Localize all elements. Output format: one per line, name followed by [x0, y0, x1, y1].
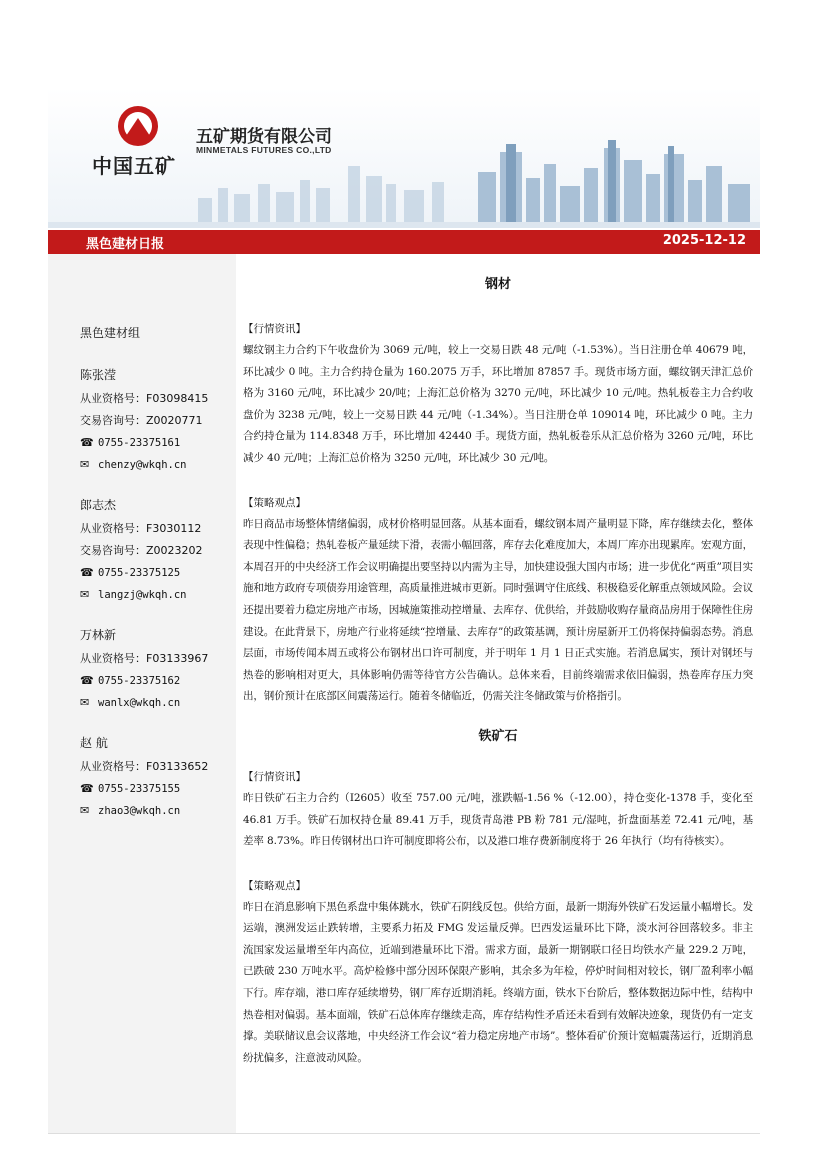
report-title: 黑色建材日报 [86, 237, 165, 252]
phone-icon: ☎ [80, 436, 94, 449]
analyst-name: 陈张滢 [80, 368, 117, 382]
section-tag: 【行情资讯】 [243, 323, 306, 335]
team-name: 黑色建材组 [80, 326, 141, 340]
company-name-cn: 五矿期货有限公司 [196, 127, 332, 147]
phone-icon: ☎ [80, 566, 94, 579]
phone-number: 0755-23375162 [98, 675, 181, 687]
section-tag: 【策略观点】 [243, 496, 306, 509]
report-date: 2025-12-12 [662, 233, 746, 248]
analyst-card [80, 496, 203, 606]
title-bar [48, 230, 760, 254]
analyst-name: 郎志杰 [80, 498, 117, 512]
section-tag: 【策略观点】 [243, 879, 306, 892]
section-title: 铁矿石 [478, 728, 518, 744]
phone-icon: ☎ [80, 782, 94, 795]
report-body [243, 254, 753, 1069]
consult-number: 交易咨询号：Z0023202 [80, 544, 203, 557]
company-name-en: MINMETALS FUTURES CO.,LTD [196, 145, 332, 155]
email-icon: ✉ [80, 588, 90, 601]
minmetals-logo-icon [114, 104, 162, 152]
market-news-paragraph: 螺纹钢主力合约下午收盘价为 3069 元/吨，较上一交易日跌 48 元/吨（-1.53%）。当日注册仓单 40679 吨，环比减少 0 吨。主力合约持仓量为 160.2075 万手，环比增加 87857 手。现货市场方面，螺纹钢天津汇总价格为 3160 元/吨，环比减少 20/吨；上海汇总价格为 3270 元/吨，环比减少 10 元/吨。热轧板卷主力合约收盘价为 3238 元/吨，较上一交易日跌 44 元/吨（-1.34%）。当日注册仓单 109014 吨，环比减少 0 吨。主力合约持仓量为 114.8348 万手，环比增加 42440 手。现货方面，热轧板卷乐从汇总价格为 3260 元/吨，环比减少 40 元/吨；上海汇总价格为 3250 元/吨，环比减少 30 元/吨。 [243, 344, 753, 464]
email-address[interactable]: zhao3@wkqh.cn [98, 805, 181, 817]
qualification-number: 从业资格号：F03098415 [80, 392, 209, 405]
phone-number: 0755-23375161 [98, 437, 181, 449]
qualification-number: 从业资格号：F03133652 [80, 760, 209, 773]
email-address[interactable]: langzj@wkqh.cn [98, 589, 187, 601]
email-address[interactable]: wanlx@wkqh.cn [98, 697, 181, 709]
phone-number: 0755-23375125 [98, 567, 181, 579]
strategy-view-paragraph: 昨日商品市场整体情绪偏弱，成材价格明显回落。从基本面看，螺纹钢本周产量明显下降，库存继续去化，整体表现中性偏稳；热轧卷板产量延续下滑，表需小幅回落，库存去化难度加大，本周厂库亦出现累库。宏观方面，本周召开的中央经济工作会议明确提出要坚持以内需为主导，加快建设强大国内市场；进一步优化“两重”项目实施和地方政府专项债券用途管理，高质量推进城市更新。同时强调守住底线、积极稳妥化解重点领域风险。会议还提出要着力稳定房地产市场，因城施策推动控增量、去库存、优供给，并鼓励收购存量商品房用于保障性住房建设。在此背景下，房地产行业将延续“控增量、去库存”的政策基调，预计房屋新开工仍将保持偏弱态势。消息层面，市场传闻本周五或将公布钢材出口许可制度，并于明年 1 月 1 日正式实施。若消息属实，预计对钢坯与热卷的影响相对更大，具体影响仍需等待官方公告确认。总体来看，目前终端需求依旧偏弱，热卷库存压力突出，钢价预计在底部区间震荡运行。随着冬储临近，仍需关注冬储政策与价格指引。 [243, 517, 753, 703]
email-address[interactable]: chenzy@wkqh.cn [98, 459, 187, 471]
qualification-number: 从业资格号：F3030112 [80, 522, 202, 535]
qualification-number: 从业资格号：F03133967 [80, 652, 209, 665]
brand-name-cn: 中国五矿 [92, 154, 176, 178]
analyst-card [80, 734, 208, 822]
footer-divider [48, 1133, 760, 1134]
report-header [48, 88, 760, 228]
phone-icon: ☎ [80, 674, 94, 687]
analyst-card [80, 366, 208, 476]
analyst-name: 万林新 [80, 628, 117, 642]
market-news-paragraph: 昨日铁矿石主力合约（I2605）收至 757.00 元/吨，涨跌幅-1.56 %（-12.00），持仓变化-1378 手，变化至 46.81 万手。铁矿石加权持仓量 89.41 万手，现货青岛港 PB 粉 781 元/湿吨，折盘面基差 72.41 元/吨，基差率 8.73%。昨日传钢材出口许可制度即将公布，以及港口堆存费新制度将于 26 年执行（均有待核实）。 [243, 791, 753, 848]
phone-number: 0755-23375155 [98, 783, 181, 795]
analyst-sidebar [48, 254, 236, 1134]
email-icon: ✉ [80, 458, 90, 471]
section-title: 钢材 [484, 277, 511, 292]
section-tag: 【行情资讯】 [243, 770, 306, 783]
analyst-card [80, 626, 208, 714]
email-icon: ✉ [80, 804, 90, 817]
email-icon: ✉ [80, 696, 90, 709]
strategy-view-paragraph: 昨日在消息影响下黑色系盘中集体跳水，铁矿石阴线反包。供给方面，最新一期海外铁矿石发运量小幅增长。发运端，澳洲发运止跌转增，主要系力拓及 FMG 发运量反弹。巴西发运量环比下降，淡水河谷回落较多。非主流国家发运量增至年内高位，近端到港量环比下滑。需求方面，最新一期钢联口径日均铁水产量 229.2 万吨，已跌破 230 万吨水平。高炉检修中部分因环保限产影响，其余多为年检，停炉时间相对较长，钢厂盈利率小幅下行。库存端，港口库存延续增势，钢厂库存近期消耗。终端方面，铁水下台阶后，整体数据边际中性，结构中热卷相对偏弱。基本面端，铁矿石总体库存继续走高，库存结构性矛盾还未看到有效解决迹象，现货仍有一定支撑。美联储议息会议落地，中央经济工作会议“着力稳定房地产市场”。整体看矿价预计宽幅震荡运行，近期消息纷扰偏多，注意波动风险。 [243, 900, 753, 1064]
analyst-name: 赵 航 [80, 736, 108, 750]
consult-number: 交易咨询号：Z0020771 [80, 414, 203, 427]
